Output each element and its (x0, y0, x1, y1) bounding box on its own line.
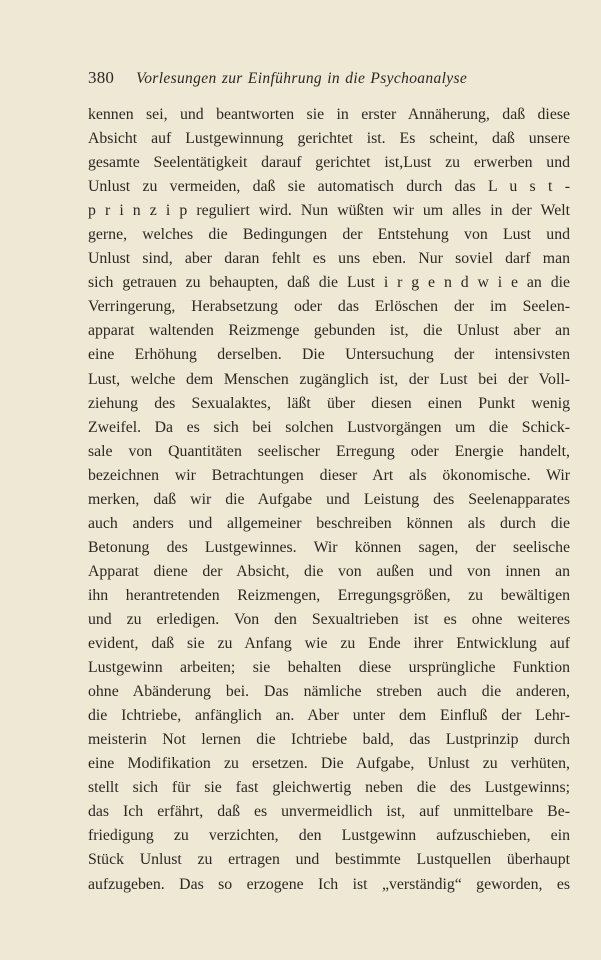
text-line: Unlust sind, aber daran fehlt es uns eben. Nur soviel darf man (88, 250, 570, 268)
text-line: meisterin Not lernen die Ichtriebe bald, das Lustprinzip durch (88, 731, 570, 749)
text-line: bezeichnen wir Betrachtungen dieser Art als ökonomische. Wir (88, 466, 570, 484)
text-line: kennen sei, und beantworten sie in erster Annäherung, daß diese (88, 106, 570, 123)
text-line: eine Erhöhung derselben. Die Untersuchung der intensivsten (88, 346, 570, 364)
text-line: Lust, welche dem Menschen zugänglich ist, der Lust bei der Voll- (88, 370, 570, 388)
text-line: ihn herantretenden Reizmengen, Erregungsgrößen, zu bewältigen (88, 586, 570, 604)
text-line: gesamte Seelentätigkeit darauf gerichtet ist,Lust zu erwerben und (88, 154, 570, 172)
text-line: sich getrauen zu behaupten, daß die Lust i r g e n d w i e an die (88, 274, 570, 292)
text-line: merken, daß wir die Aufgabe und Leistung des Seelenapparates (88, 490, 570, 508)
text-line: Verringerung, Herabsetzung oder das Erlöschen der im Seelen- (88, 298, 570, 316)
page-header (88, 68, 513, 92)
text-line: die Ichtriebe, anfänglich an. Aber unter dem Einfluß der Lehr- (88, 707, 570, 725)
text-line: auch anders und allgemeiner beschreiben können als durch die (88, 514, 570, 532)
text-line: Apparat diene der Absicht, die von außen und von innen an (88, 562, 570, 580)
text-line: Absicht auf Lustgewinnung gerichtet ist. Es scheint, daß unsere (88, 130, 570, 148)
page-number: 380 (88, 68, 115, 87)
text-line: evident, daß sie zu Anfang wie zu Ende ihrer Entwicklung auf (88, 635, 570, 653)
text-line: stellt sich für sie fast gleichwertig neben die des Lustgewinns; (88, 779, 570, 797)
text-line: Unlust zu vermeiden, daß sie automatisch durch das L u s t - (88, 178, 570, 196)
running-title: Vorlesungen zur Einführung in die Psychoanalyse (136, 70, 468, 87)
text-line: aufzugeben. Das so erzogene Ich ist „verständig“ geworden, es (88, 875, 570, 893)
text-line: und zu erledigen. Von den Sexualtrieben ist es ohne weiteres (88, 610, 570, 628)
text-line: Betonung des Lustgewinnes. Wir können sagen, der seelische (88, 538, 570, 556)
body-text (88, 103, 570, 897)
text-line: eine Modifikation zu ersetzen. Die Aufgabe, Unlust zu verhüten, (88, 755, 570, 773)
text-line: gerne, welches die Bedingungen der Entstehung von Lust und (88, 226, 570, 244)
text-line: ohne Abänderung bei. Das nämliche streben auch die anderen, (88, 683, 570, 701)
text-line: p r i n z i p reguliert wird. Nun wüßten wir um alles in der Welt (88, 202, 570, 220)
text-line: Stück Unlust zu ertragen und bestimmte Lustquellen überhaupt (88, 851, 570, 869)
text-line: Zweifel. Da es sich bei solchen Lustvorgängen um die Schick- (88, 418, 570, 436)
text-line: apparat waltenden Reizmenge gebunden ist, die Unlust aber an (88, 322, 570, 340)
text-line: sale von Quantitäten seelischer Erregung oder Energie handelt, (88, 442, 570, 460)
text-line: ziehung des Sexualaktes, läßt über diesen einen Punkt wenig (88, 394, 570, 412)
text-line: Lustgewinn arbeiten; sie behalten diese ursprüngliche Funktion (88, 659, 570, 677)
text-line: friedigung zu verzichten, den Lustgewinn aufzuschieben, ein (88, 827, 570, 845)
text-line: das Ich erfährt, daß es unvermeidlich ist, auf unmittelbare Be- (88, 803, 570, 821)
